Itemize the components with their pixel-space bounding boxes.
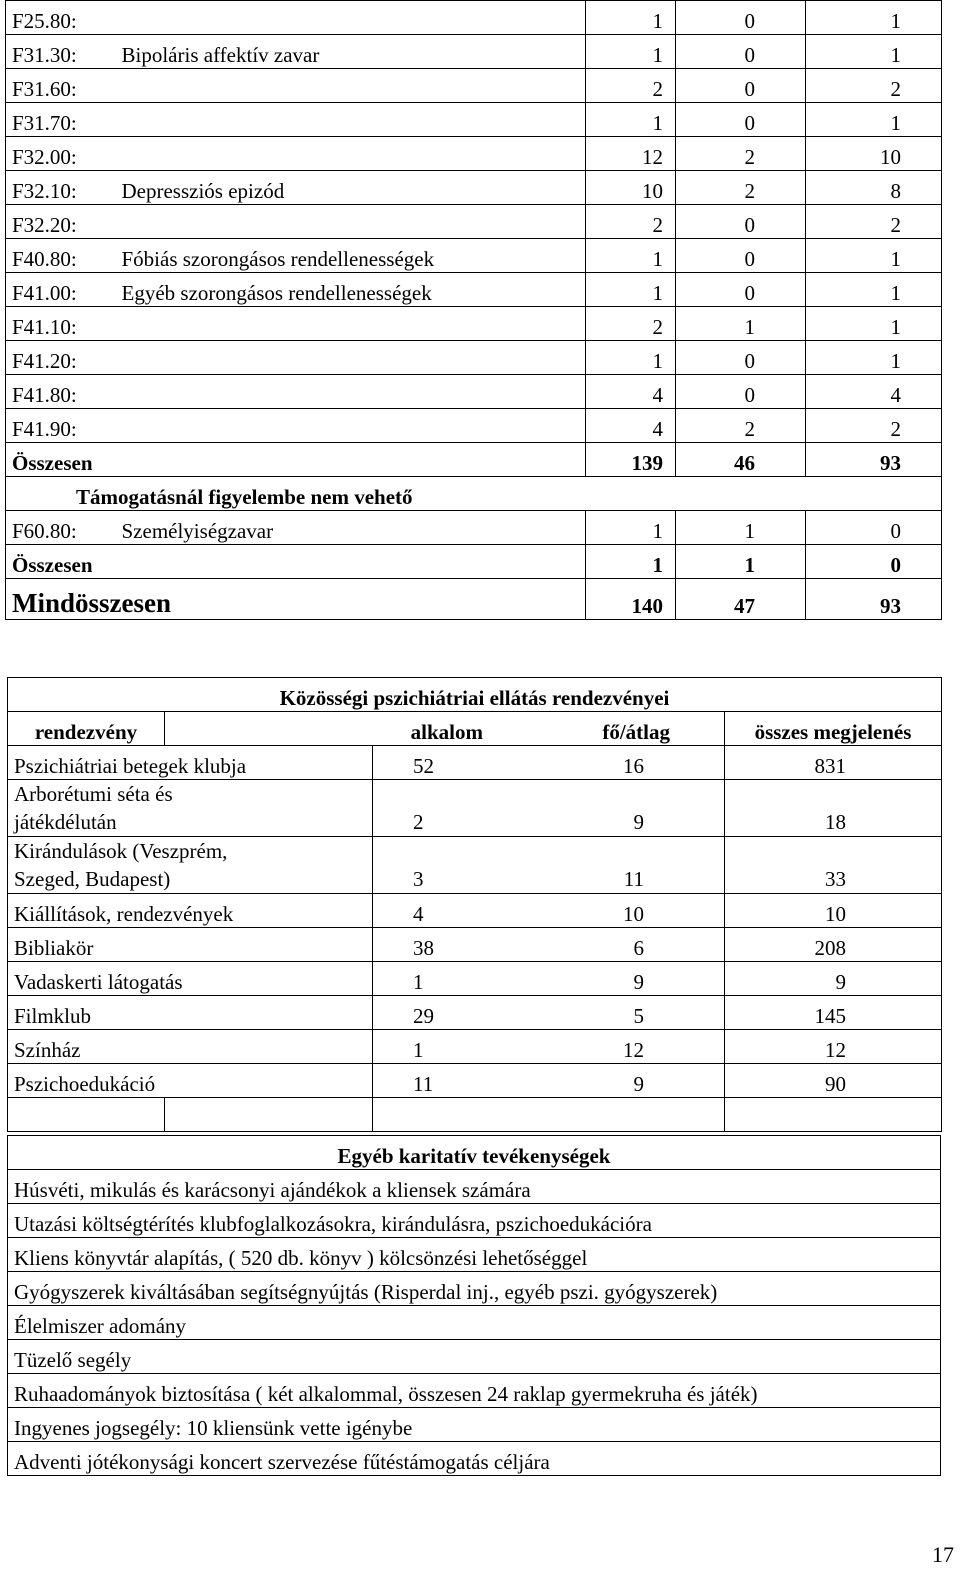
event-name: Arborétumi séta és játékdélután [14, 782, 173, 834]
event-alkalom: 3 [413, 867, 424, 891]
subtotal-total: 1 [586, 545, 676, 579]
empty-cell [8, 1098, 165, 1132]
diag-a: 2 [676, 137, 806, 171]
diag-name [116, 137, 586, 171]
event-osszes: 10 [725, 894, 942, 928]
diag-b: 1 [806, 307, 942, 341]
diag-total: 1 [586, 273, 676, 307]
event-osszes: 9 [725, 962, 942, 996]
diag-total: 10 [586, 171, 676, 205]
charity-row [8, 1238, 941, 1272]
note-row [6, 477, 942, 511]
event-alkalom: 38 [413, 936, 434, 960]
diag-total: 2 [586, 307, 676, 341]
diagnosis-row [6, 273, 942, 307]
event-name: Kirándulások (Veszprém, Szeged, Budapest) [14, 839, 228, 891]
header-atlag: fő/átlag [602, 720, 670, 744]
subtotal-label: Összesen [6, 545, 586, 579]
charity-item: Kliens könyvtár alapítás, ( 520 db. könyv ) kölcsönzési lehetőséggel [8, 1238, 941, 1272]
diag-name [116, 69, 586, 103]
diag-name: Egyéb szorongásos rendellenességek [116, 273, 586, 307]
diag-code: F41.90: [6, 409, 116, 443]
diag-total: 4 [586, 375, 676, 409]
charity-row [8, 1272, 941, 1306]
subtotal-b: 0 [806, 545, 942, 579]
diag-code: F32.00: [6, 137, 116, 171]
subtotal-b: 93 [806, 443, 942, 477]
event-name: Vadaskerti látogatás [14, 970, 183, 994]
events-header-row [8, 712, 942, 746]
diagnosis-row [6, 375, 942, 409]
subtotal-row [6, 545, 942, 579]
grand-total-total: 140 [586, 579, 676, 620]
diag-total: 1 [586, 35, 676, 69]
event-alkalom: 4 [413, 902, 424, 926]
diag-b: 1 [806, 239, 942, 273]
diag-a: 2 [676, 409, 806, 443]
diagnosis-row [6, 69, 942, 103]
events-table [7, 677, 942, 1132]
event-alkalom: 1 [413, 970, 424, 994]
charity-item: Élelmiszer adomány [8, 1306, 941, 1340]
diag-total: 2 [586, 205, 676, 239]
event-row [8, 1064, 942, 1098]
diag-code: F31.60: [6, 69, 116, 103]
grand-total-a: 47 [676, 579, 806, 620]
event-atlag: 9 [373, 962, 725, 996]
event-atlag: 12 [373, 1030, 725, 1064]
diag-a: 0 [676, 205, 806, 239]
empty-cell [165, 1098, 373, 1132]
header-alkalom: alkalom [410, 720, 483, 744]
charity-item: Adventi jótékonysági koncert szervezése fűtéstámogatás céljára [8, 1442, 941, 1476]
empty-cell [373, 1098, 725, 1132]
event-row [8, 780, 942, 837]
charity-title-row [8, 1136, 941, 1170]
event-name-cell [8, 780, 424, 837]
event-name-cell [8, 837, 424, 894]
diag-a: 0 [676, 1, 806, 35]
subtotal-row [6, 443, 942, 477]
diagnosis-row [6, 409, 942, 443]
diagnosis-row [6, 341, 942, 375]
page-number: 17 [932, 1542, 954, 1567]
diag-a: 0 [676, 69, 806, 103]
diagnosis-row [6, 205, 942, 239]
event-name: Pszichiátriai betegek klubja [14, 754, 247, 778]
diag-code: F41.80: [6, 375, 116, 409]
diag-code: F32.10: [6, 171, 116, 205]
event-osszes: 33 [725, 837, 942, 894]
event-name: Pszichoedukáció [14, 1072, 156, 1096]
event-row [8, 962, 942, 996]
event-row [8, 837, 942, 894]
event-name-cell [8, 1064, 434, 1098]
event-osszes: 90 [725, 1064, 942, 1098]
diag-b: 1 [806, 341, 942, 375]
empty-row [8, 1098, 942, 1132]
event-osszes: 18 [725, 780, 942, 837]
diagnosis-row [6, 307, 942, 341]
excluded-b: 0 [806, 511, 942, 545]
diag-b: 8 [806, 171, 942, 205]
event-osszes: 208 [725, 928, 942, 962]
diag-name [116, 205, 586, 239]
diagnosis-row [6, 103, 942, 137]
diag-a: 0 [676, 341, 806, 375]
diag-name [116, 341, 586, 375]
charity-item: Ruhaadományok biztosítása ( két alkalommal, összesen 24 raklap gyermekruha és játék) [8, 1374, 941, 1408]
charity-item: Tüzelő segély [8, 1340, 941, 1374]
excluded-total: 1 [586, 511, 676, 545]
event-alkalom: 52 [413, 754, 434, 778]
diagnosis-table [5, 0, 942, 620]
diag-total: 1 [586, 1, 676, 35]
diag-b: 2 [806, 205, 942, 239]
charity-row [8, 1374, 941, 1408]
diag-b: 2 [806, 409, 942, 443]
diag-total: 4 [586, 409, 676, 443]
charity-item: Ingyenes jogsegély: 10 kliensünk vette igénybe [8, 1408, 941, 1442]
diagnosis-row [6, 1, 942, 35]
charity-row [8, 1442, 941, 1476]
grand-total-row [6, 579, 942, 620]
event-row [8, 996, 942, 1030]
diag-total: 12 [586, 137, 676, 171]
charity-row [8, 1340, 941, 1374]
diag-code: F32.20: [6, 205, 116, 239]
diag-code: F31.30: [6, 35, 116, 69]
grand-total-b: 93 [806, 579, 942, 620]
diag-a: 2 [676, 171, 806, 205]
diagnosis-row [6, 239, 942, 273]
event-name: Kiállítások, rendezvények [14, 902, 234, 926]
diag-name [116, 375, 586, 409]
diag-total: 1 [586, 341, 676, 375]
diag-name: Fóbiás szorongásos rendellenességek [116, 239, 586, 273]
grand-total-label: Mindösszesen [6, 579, 586, 620]
diag-a: 0 [676, 103, 806, 137]
excluded-row [6, 511, 942, 545]
event-name: Filmklub [14, 1004, 92, 1028]
event-atlag: 5 [373, 996, 725, 1030]
note-text: Támogatásnál figyelembe nem vehető [6, 477, 942, 511]
events-title: Közösségi pszichiátriai ellátás rendezvényei [8, 678, 942, 712]
diag-name: Depressziós epizód [116, 171, 586, 205]
event-atlag: 16 [373, 746, 725, 780]
event-name-cell [8, 928, 434, 962]
diag-code: F25.80: [6, 1, 116, 35]
event-osszes: 12 [725, 1030, 942, 1064]
charity-item: Gyógyszerek kiváltásában segítségnyújtás (Risperdal inj., egyéb pszi. gyógyszerek) [8, 1272, 941, 1306]
subtotal-label: Összesen [6, 443, 586, 477]
diagnosis-row [6, 35, 942, 69]
empty-cell [725, 1098, 942, 1132]
event-row [8, 746, 942, 780]
charity-row [8, 1170, 941, 1204]
diag-name [116, 103, 586, 137]
event-name-cell [8, 962, 424, 996]
diag-b: 1 [806, 273, 942, 307]
event-atlag: 6 [373, 928, 725, 962]
diag-code: F41.00: [6, 273, 116, 307]
event-alkalom: 11 [413, 1072, 434, 1096]
excluded-name: Személyiségzavar [116, 511, 586, 545]
event-name: Színház [14, 1038, 81, 1062]
event-name-cell [8, 894, 424, 928]
diag-b: 10 [806, 137, 942, 171]
diag-name [116, 1, 586, 35]
events-title-row [8, 678, 942, 712]
subtotal-a: 46 [676, 443, 806, 477]
event-name-cell [8, 1030, 424, 1064]
diag-b: 1 [806, 1, 942, 35]
diag-code: F41.20: [6, 341, 116, 375]
event-atlag: 11 [373, 837, 725, 894]
charity-row [8, 1306, 941, 1340]
diag-total: 2 [586, 69, 676, 103]
event-alkalom: 29 [413, 1004, 434, 1028]
charity-table [7, 1135, 941, 1476]
diag-a: 0 [676, 375, 806, 409]
diag-b: 1 [806, 103, 942, 137]
charity-item: Utazási költségtérítés klubfoglalkozásokra, kirándulásra, pszichoedukációra [8, 1204, 941, 1238]
diag-a: 0 [676, 239, 806, 273]
event-name-cell [8, 996, 434, 1030]
diag-b: 1 [806, 35, 942, 69]
diag-name: Bipoláris affektív zavar [116, 35, 586, 69]
diag-code: F40.80: [6, 239, 116, 273]
event-row [8, 894, 942, 928]
event-row [8, 928, 942, 962]
event-alkalom: 2 [413, 810, 424, 834]
event-alkalom: 1 [413, 1038, 424, 1062]
diagnosis-row [6, 171, 942, 205]
event-row [8, 1030, 942, 1064]
diag-total: 1 [586, 103, 676, 137]
diag-b: 4 [806, 375, 942, 409]
excluded-code: F60.80: [6, 511, 116, 545]
diag-code: F41.10: [6, 307, 116, 341]
charity-title: Egyéb karitatív tevékenységek [8, 1136, 941, 1170]
header-osszes: összes megjelenés [725, 712, 942, 746]
event-osszes: 145 [725, 996, 942, 1030]
event-atlag: 9 [373, 780, 725, 837]
excluded-a: 1 [676, 511, 806, 545]
subtotal-total: 139 [586, 443, 676, 477]
event-name: Bibliakör [14, 936, 94, 960]
charity-item: Húsvéti, mikulás és karácsonyi ajándékok a kliensek számára [8, 1170, 941, 1204]
diag-total: 1 [586, 239, 676, 273]
diagnosis-row [6, 137, 942, 171]
charity-row [8, 1408, 941, 1442]
header-group [165, 712, 725, 746]
diag-name [116, 409, 586, 443]
diag-a: 0 [676, 273, 806, 307]
charity-row [8, 1204, 941, 1238]
event-osszes: 831 [725, 746, 942, 780]
subtotal-a: 1 [676, 545, 806, 579]
diag-b: 2 [806, 69, 942, 103]
diag-name [116, 307, 586, 341]
event-name-cell [8, 746, 434, 780]
event-atlag: 9 [373, 1064, 725, 1098]
header-rendezveny: rendezvény [8, 712, 165, 746]
event-atlag: 10 [373, 894, 725, 928]
diag-a: 0 [676, 35, 806, 69]
diag-a: 1 [676, 307, 806, 341]
diag-code: F31.70: [6, 103, 116, 137]
